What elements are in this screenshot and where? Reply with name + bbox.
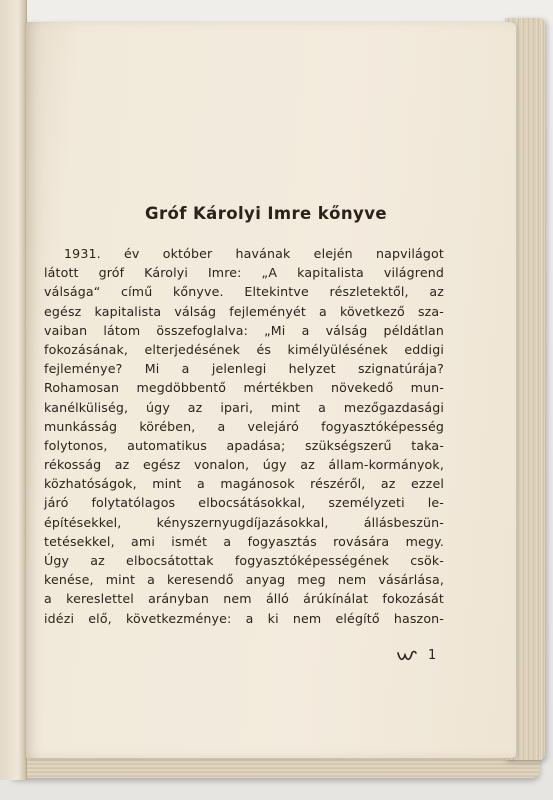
page-number: 1 [428,648,437,663]
chapter-title: Gróf Károlyi Imre kőnyve [145,204,387,223]
text-line: egész kapitalista válság fejleményét a következő sza- [44,303,444,319]
text-line: Rohamosan megdöbbentő mértékben növekedő mun- [44,380,444,396]
text-line: munkásság körében, a velejáró fogyasztóképesség [44,418,444,434]
text-line: tetésekkel, ami ismét a fogyasztás rovására megy. [44,533,444,549]
text-line: fokozásának, elterjedésének és kimélyülésének eddigi [44,341,444,357]
text-line: Úgy az elbocsátottak fogyasztóképességének csök- [44,553,444,568]
text-line: kanélküliség, úgy az ipari, mint a mezőgazdasági [44,399,444,415]
text-line: 1931. év október havának elején napvilágot [64,246,444,261]
body-text [44,244,444,628]
text-line: fejleménye? Mi a jelenlegi helyzet szignatúrája? [44,361,444,377]
text-line: vaiban látom összefoglalva: „Mi a válság példátlan [44,322,444,338]
text-line: folytonos, automatikus apadása; szükségszerű taka- [44,437,444,453]
ornament-icon [396,649,418,663]
text-line: látott gróf Károlyi Imre: „A kapitalista világrend [44,265,444,281]
text-line: közhatóságok, mint a magánosok részéről, az ezzel [44,476,444,492]
page-footer [396,648,456,663]
text-line: a kereslettel arányban nem álló árúkínálat fokozását [44,591,444,607]
text-line: válsága“ című kőnyve. Eltekintve részletektől, az [44,284,444,300]
text-line: rékosság az egész vonalon, úgy az állam-kormányok, [44,457,444,473]
text-line: építésekkel, kényszernyugdíjazásokkal, állásbeszün- [44,514,444,530]
text-line: idézi elő, következménye: a ki nem elégítő haszon- [44,610,444,626]
text-line: járó folytatólagos elbocsátásokkal, személyzeti le- [44,495,444,511]
text-line: kenése, mint a keresendő anyag meg nem vásárlása, [44,572,444,588]
left-page-edge [0,0,27,780]
